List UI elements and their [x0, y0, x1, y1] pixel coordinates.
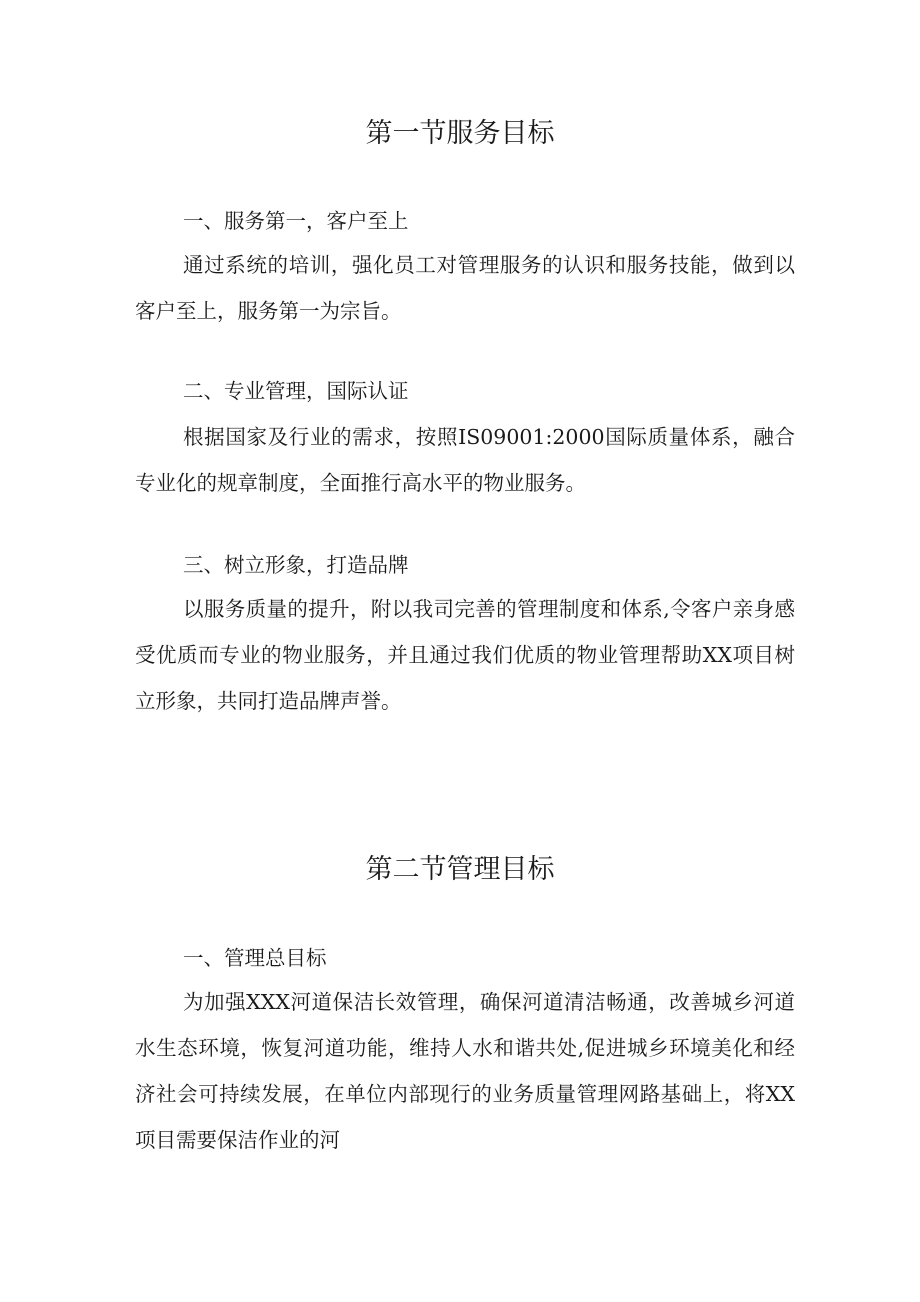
paragraph-service-first: 通过系统的培训，强化员工对管理服务的认识和服务技能，做到以客户至上，服务第一为宗旨。: [135, 253, 795, 323]
subheading-overall-goal: 一、管理总目标: [183, 946, 327, 970]
section-title-management-goals: 第二节管理目标: [365, 854, 555, 885]
paragraph-professional-management: 根据国家及行业的需求，按照IS09001:2000国际质量体系，融合专业化的规章制度，全面推行高水平的物业服务。: [135, 425, 795, 495]
section-title-service-goals: 第一节服务目标: [365, 118, 555, 149]
paragraph-overall-goal: 为加强XXX河道保洁长效管理，确保河道清洁畅通，改善城乡河道水生态环境，恢复河道功能，维持人水和谐共处,促进城乡环境美化和经济社会可持续发展，在单位内部现行的业务质量管理网路基础上，将XX项目需要保洁作业的河: [135, 990, 795, 1152]
subheading-brand-image: 三、树立形象，打造品牌: [183, 553, 409, 577]
subheading-service-first: 一、服务第一，客户至上: [183, 209, 409, 233]
paragraph-brand-image: 以服务质量的提升，附以我司完善的管理制度和体系,令客户亲身感受优质而专业的物业服务，并且通过我们优质的物业管理帮助XX项目树立形象，共同打造品牌声誉。: [135, 597, 795, 713]
subheading-professional-management: 二、专业管理，国际认证: [183, 379, 409, 403]
